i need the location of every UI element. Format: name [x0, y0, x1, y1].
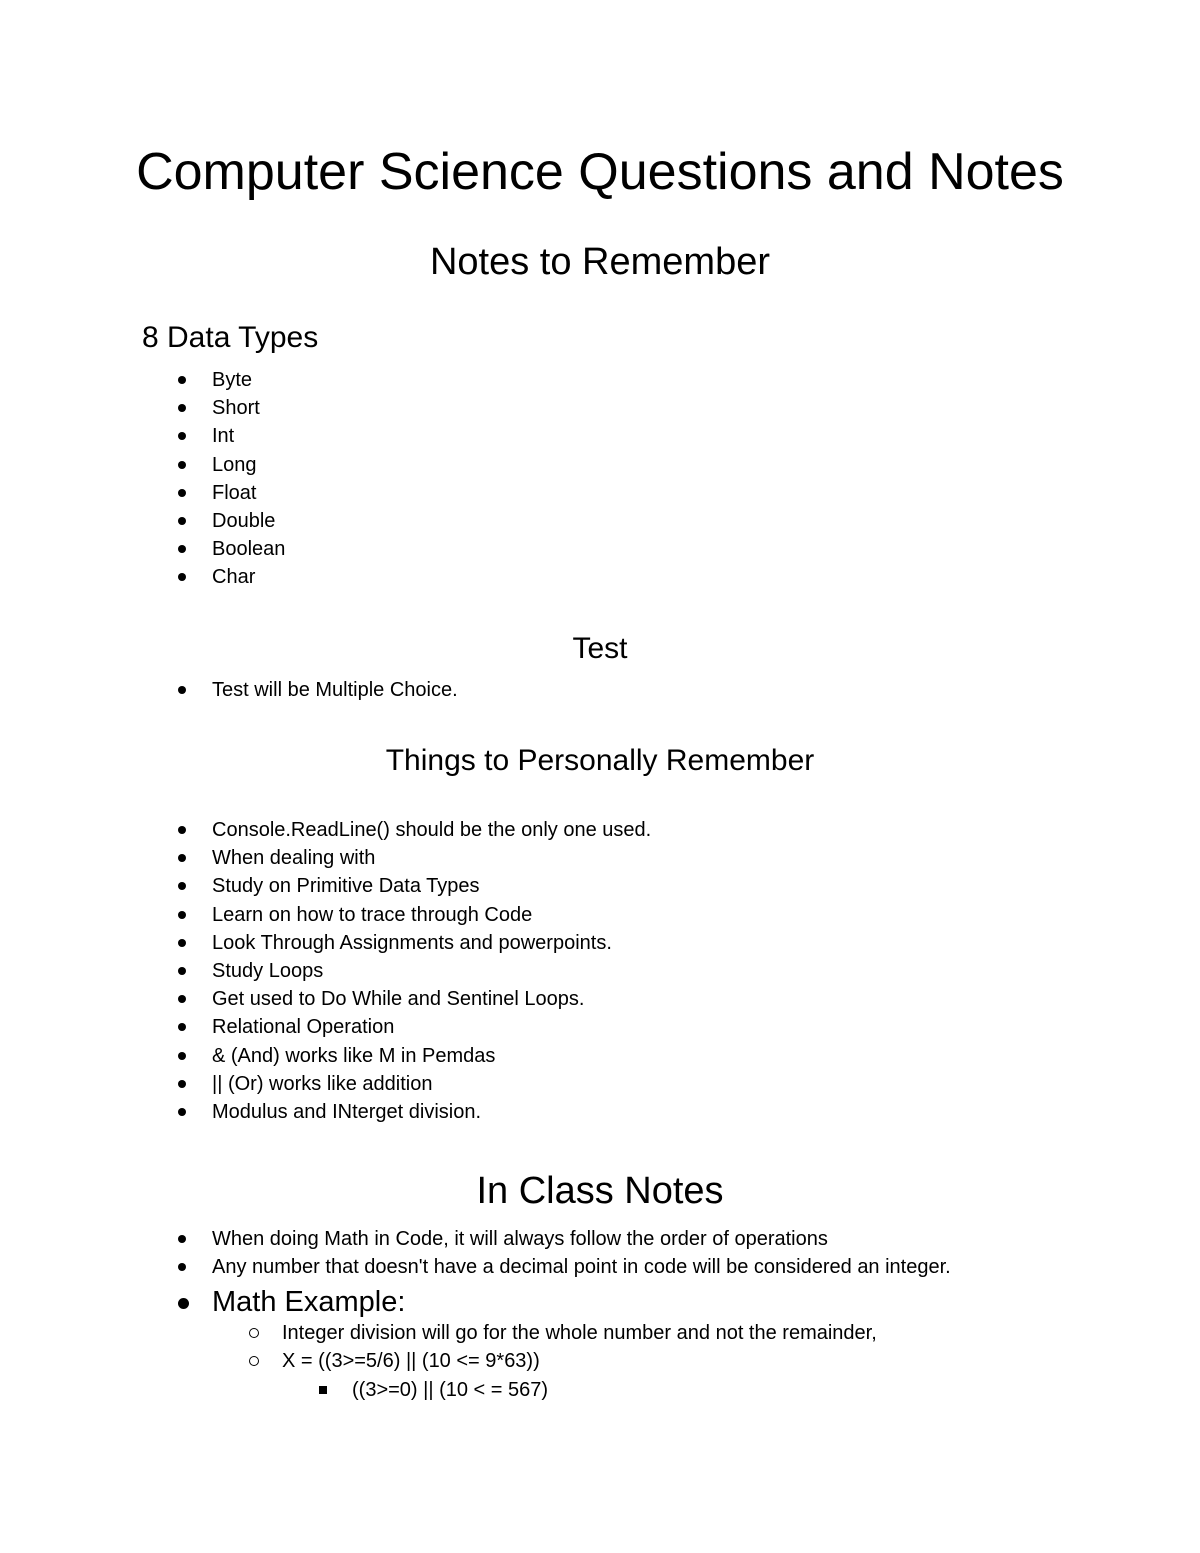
- list-item: || (Or) works like addition: [0, 1070, 651, 1098]
- data-types-heading: 8 Data Types: [142, 321, 319, 354]
- list-item: Int: [0, 422, 285, 450]
- test-heading: Test: [572, 632, 628, 665]
- in-class-notes-heading: In Class Notes: [476, 1170, 724, 1212]
- list-item: Study Loops: [0, 957, 651, 985]
- bullet-icon: [178, 573, 186, 581]
- circle-bullet-icon: [249, 1356, 259, 1366]
- bullet-icon: [178, 461, 186, 469]
- bullet-icon: [178, 432, 186, 440]
- list-item: Learn on how to trace through Code: [0, 901, 651, 929]
- bullet-icon: [178, 545, 186, 553]
- things-to-remember-heading: Things to Personally Remember: [385, 744, 815, 777]
- bullet-icon: [178, 1235, 186, 1243]
- bullet-icon: [178, 376, 186, 384]
- circle-bullet-icon: [249, 1328, 259, 1338]
- bullet-icon: [178, 1263, 186, 1271]
- bullet-icon: [178, 854, 186, 862]
- bullet-icon: [178, 967, 186, 975]
- bullet-icon: [178, 1298, 189, 1309]
- square-bullet-icon: [319, 1386, 327, 1394]
- list-item: & (And) works like M in Pemdas: [0, 1042, 651, 1070]
- list-item: Look Through Assignments and powerpoints.: [0, 929, 651, 957]
- list-item: Boolean: [0, 535, 285, 563]
- bullet-icon: [178, 1023, 186, 1031]
- bullet-icon: [178, 826, 186, 834]
- list-item: When dealing with: [0, 844, 651, 872]
- list-item: Test will be Multiple Choice.: [0, 676, 458, 704]
- list-item: Study on Primitive Data Types: [0, 872, 651, 900]
- bullet-icon: [178, 686, 186, 694]
- bullet-icon: [178, 517, 186, 525]
- bullet-icon: [178, 995, 186, 1003]
- bullet-icon: [178, 1080, 186, 1088]
- bullet-icon: [178, 1108, 186, 1116]
- bullet-icon: [178, 911, 186, 919]
- list-item: Integer division will go for the whole number and not the remainder,: [0, 1319, 877, 1347]
- document-title: Computer Science Questions and Notes: [136, 143, 1064, 201]
- math-example-item: [0, 1284, 1200, 1320]
- list-item: Any number that doesn't have a decimal point in code will be considered an integer.: [0, 1253, 951, 1281]
- list-item: Console.ReadLine() should be the only one used.: [0, 816, 651, 844]
- things-to-remember-list: [0, 816, 651, 1126]
- list-item: Double: [0, 507, 285, 535]
- list-item: Long: [0, 451, 285, 479]
- math-example-list: [0, 1319, 877, 1375]
- list-item: Modulus and INterget division.: [0, 1098, 651, 1126]
- test-list: [0, 676, 458, 704]
- bullet-icon: [178, 404, 186, 412]
- list-item: Short: [0, 394, 285, 422]
- list-item: Char: [0, 563, 285, 591]
- list-item: Float: [0, 479, 285, 507]
- notes-heading: Notes to Remember: [429, 241, 770, 283]
- bullet-icon: [178, 939, 186, 947]
- bullet-icon: [178, 1052, 186, 1060]
- list-item: Relational Operation: [0, 1013, 651, 1041]
- data-types-list: [0, 366, 285, 592]
- math-example-label: Math Example:: [212, 1286, 406, 1318]
- in-class-notes-list: [0, 1225, 951, 1281]
- list-item: Get used to Do While and Sentinel Loops.: [0, 985, 651, 1013]
- list-item: X = ((3>=5/6) || (10 <= 9*63)): [0, 1347, 877, 1375]
- list-item: When doing Math in Code, it will always follow the order of operations: [0, 1225, 951, 1253]
- bullet-icon: [178, 882, 186, 890]
- bullet-icon: [178, 489, 186, 497]
- list-item: Byte: [0, 366, 285, 394]
- math-example-sub-item: ((3>=0) || (10 < = 567): [0, 1376, 1200, 1404]
